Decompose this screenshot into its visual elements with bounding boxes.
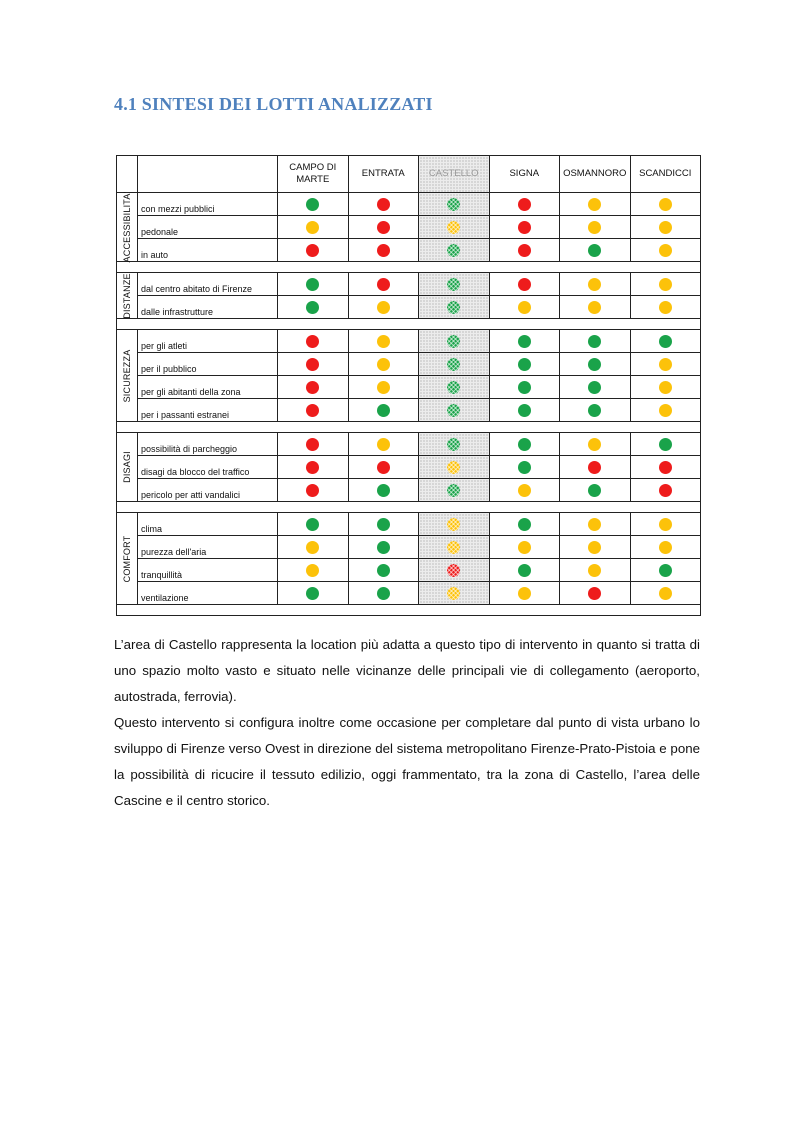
rating-dot-green xyxy=(659,564,672,577)
rating-dot-yellow xyxy=(659,381,672,394)
rating-dot-yellow xyxy=(659,278,672,291)
rating-dot-yellow xyxy=(377,301,390,314)
table-row xyxy=(117,513,701,536)
table-body xyxy=(117,156,701,616)
rating-cell xyxy=(560,296,631,319)
rating-cell xyxy=(278,399,349,422)
rating-cell xyxy=(560,536,631,559)
rating-cell xyxy=(419,399,490,422)
rating-cell xyxy=(560,353,631,376)
rating-dot-yellow xyxy=(659,358,672,371)
category-cell xyxy=(117,330,138,422)
rating-cell xyxy=(278,239,349,262)
rating-cell xyxy=(348,216,419,239)
rating-cell xyxy=(419,513,490,536)
rating-dot-green xyxy=(588,358,601,371)
rating-cell xyxy=(630,536,701,559)
table-row xyxy=(117,193,701,216)
evaluation-table xyxy=(116,155,701,616)
rating-cell xyxy=(489,513,560,536)
rating-dot-red xyxy=(377,198,390,211)
rating-dot-red xyxy=(659,484,672,497)
rating-cell xyxy=(560,433,631,456)
rating-cell xyxy=(489,216,560,239)
rating-dot-green xyxy=(447,244,460,257)
rating-dot-yellow xyxy=(659,244,672,257)
table-row xyxy=(117,399,701,422)
rating-cell xyxy=(489,536,560,559)
rating-cell xyxy=(489,353,560,376)
rating-cell xyxy=(630,456,701,479)
rating-dot-green xyxy=(377,564,390,577)
rating-dot-green xyxy=(518,564,531,577)
rating-dot-yellow xyxy=(447,587,460,600)
criterion-label: per gli atleti xyxy=(138,330,278,353)
rating-cell xyxy=(419,273,490,296)
rating-dot-green xyxy=(447,358,460,371)
rating-cell xyxy=(489,296,560,319)
rating-dot-red xyxy=(306,438,319,451)
rating-cell xyxy=(489,376,560,399)
criterion-label: per i passanti estranei xyxy=(138,399,278,422)
rating-dot-yellow xyxy=(588,564,601,577)
rating-dot-yellow xyxy=(588,198,601,211)
section-heading: 4.1 SINTESI DEI LOTTI ANALIZZATI xyxy=(114,94,433,114)
rating-cell xyxy=(419,456,490,479)
rating-dot-red xyxy=(306,381,319,394)
rating-cell xyxy=(419,376,490,399)
header-osmannoro: OSMANNORO xyxy=(560,156,631,193)
rating-dot-green xyxy=(377,518,390,531)
rating-cell xyxy=(348,239,419,262)
group-separator xyxy=(117,422,701,433)
rating-dot-red xyxy=(306,244,319,257)
rating-cell xyxy=(278,536,349,559)
rating-dot-green xyxy=(306,518,319,531)
rating-cell xyxy=(630,239,701,262)
rating-cell xyxy=(419,330,490,353)
separator-cell xyxy=(117,262,701,273)
rating-dot-green xyxy=(588,484,601,497)
rating-cell xyxy=(348,399,419,422)
rating-cell xyxy=(278,376,349,399)
rating-cell xyxy=(560,216,631,239)
table-row xyxy=(117,582,701,605)
rating-dot-yellow xyxy=(588,518,601,531)
rating-dot-green xyxy=(306,301,319,314)
rating-cell xyxy=(560,559,631,582)
rating-cell xyxy=(560,376,631,399)
table-row xyxy=(117,456,701,479)
rating-dot-green xyxy=(447,198,460,211)
table-row xyxy=(117,216,701,239)
criterion-label: con mezzi pubblici xyxy=(138,193,278,216)
rating-cell xyxy=(348,479,419,502)
rating-cell xyxy=(630,296,701,319)
rating-cell xyxy=(630,273,701,296)
header-row xyxy=(117,156,701,193)
header-empty-cell xyxy=(138,156,278,193)
rating-dot-red xyxy=(306,358,319,371)
rating-dot-green xyxy=(306,198,319,211)
rating-cell xyxy=(489,239,560,262)
rating-dot-green xyxy=(518,461,531,474)
rating-dot-green xyxy=(447,484,460,497)
rating-cell xyxy=(560,513,631,536)
rating-cell xyxy=(348,559,419,582)
rating-dot-green xyxy=(447,404,460,417)
rating-dot-yellow xyxy=(377,335,390,348)
criterion-label: tranquillità xyxy=(138,559,278,582)
rating-dot-green xyxy=(518,358,531,371)
rating-cell xyxy=(489,559,560,582)
rating-cell xyxy=(419,433,490,456)
rating-dot-yellow xyxy=(659,541,672,554)
rating-dot-green xyxy=(588,381,601,394)
category-cell xyxy=(117,513,138,605)
rating-dot-yellow xyxy=(588,278,601,291)
rating-cell xyxy=(560,273,631,296)
rating-dot-red xyxy=(518,221,531,234)
rating-cell xyxy=(560,399,631,422)
criterion-label: pericolo per atti vandalici xyxy=(138,479,278,502)
table-row xyxy=(117,239,701,262)
rating-cell xyxy=(419,536,490,559)
table-row xyxy=(117,536,701,559)
rating-cell xyxy=(560,456,631,479)
rating-cell xyxy=(630,353,701,376)
rating-dot-red xyxy=(306,404,319,417)
rating-dot-green xyxy=(659,438,672,451)
group-separator xyxy=(117,502,701,513)
rating-dot-yellow xyxy=(518,541,531,554)
rating-cell xyxy=(348,456,419,479)
rating-cell xyxy=(278,456,349,479)
rating-cell xyxy=(489,582,560,605)
table-row xyxy=(117,273,701,296)
rating-cell xyxy=(348,513,419,536)
rating-dot-yellow xyxy=(659,518,672,531)
criterion-label: pedonale xyxy=(138,216,278,239)
rating-dot-green xyxy=(447,278,460,291)
group-separator xyxy=(117,319,701,330)
rating-cell xyxy=(560,479,631,502)
rating-cell xyxy=(278,330,349,353)
rating-cell xyxy=(278,193,349,216)
rating-dot-red xyxy=(377,278,390,291)
rating-dot-yellow xyxy=(306,564,319,577)
rating-cell xyxy=(419,193,490,216)
category-label: ACCESSIBILITA' xyxy=(122,191,132,263)
rating-dot-red xyxy=(377,461,390,474)
rating-cell xyxy=(419,239,490,262)
category-cell xyxy=(117,273,138,319)
rating-dot-green xyxy=(518,404,531,417)
rating-cell xyxy=(630,216,701,239)
rating-cell xyxy=(348,273,419,296)
rating-cell xyxy=(560,193,631,216)
rating-cell xyxy=(278,353,349,376)
rating-cell xyxy=(348,353,419,376)
rating-dot-red xyxy=(518,244,531,257)
rating-cell xyxy=(630,399,701,422)
rating-dot-green xyxy=(518,518,531,531)
rating-dot-red xyxy=(518,278,531,291)
rating-cell xyxy=(348,582,419,605)
rating-cell xyxy=(278,216,349,239)
group-separator xyxy=(117,605,701,616)
rating-cell xyxy=(348,536,419,559)
rating-cell xyxy=(489,193,560,216)
rating-cell xyxy=(278,479,349,502)
category-cell xyxy=(117,193,138,262)
table-row xyxy=(117,376,701,399)
rating-cell xyxy=(630,330,701,353)
criterion-label: purezza dell'aria xyxy=(138,536,278,559)
rating-dot-red xyxy=(377,244,390,257)
rating-dot-green xyxy=(447,438,460,451)
evaluation-table-container xyxy=(116,155,700,616)
rating-cell xyxy=(419,559,490,582)
rating-cell xyxy=(419,296,490,319)
rating-cell xyxy=(348,296,419,319)
rating-cell xyxy=(630,376,701,399)
rating-dot-yellow xyxy=(377,438,390,451)
rating-dot-green xyxy=(659,335,672,348)
rating-dot-yellow xyxy=(588,541,601,554)
rating-cell xyxy=(630,193,701,216)
header-entrata: ENTRATA xyxy=(348,156,419,193)
separator-cell xyxy=(117,605,701,616)
rating-dot-yellow xyxy=(659,221,672,234)
rating-dot-yellow xyxy=(588,301,601,314)
rating-cell xyxy=(278,296,349,319)
rating-cell xyxy=(489,273,560,296)
rating-cell xyxy=(348,193,419,216)
rating-dot-yellow xyxy=(518,301,531,314)
separator-cell xyxy=(117,422,701,433)
rating-dot-yellow xyxy=(447,541,460,554)
paragraph: L’area di Castello rappresenta la location più adatta a questo tipo di intervento in quanto si tratta di uno spazio molto vasto e situato nelle vicinanze delle principali vie di collegamento (aeroporto, autostrada, ferrovia). xyxy=(114,637,700,704)
criterion-label: clima xyxy=(138,513,278,536)
table-row xyxy=(117,479,701,502)
group-separator xyxy=(117,262,701,273)
rating-cell xyxy=(278,513,349,536)
rating-dot-yellow xyxy=(306,541,319,554)
paragraph: Questo intervento si configura inoltre come occasione per completare dal punto di vista urbano lo sviluppo di Firenze verso Ovest in direzione del sistema metropolitano Firenze-Prato-Pistoia e pone la possibilità di ricucire il tessuto edilizio, oggi frammentato, tra la zona di Castello, l’area delle Cascine e il centro storico. xyxy=(114,715,700,808)
rating-cell xyxy=(489,456,560,479)
rating-dot-yellow xyxy=(518,587,531,600)
rating-dot-green xyxy=(306,587,319,600)
body-text xyxy=(114,632,700,814)
rating-dot-green xyxy=(377,541,390,554)
rating-dot-green xyxy=(306,278,319,291)
category-cell xyxy=(117,433,138,502)
category-label: DISTANZE xyxy=(122,272,132,319)
table-row xyxy=(117,559,701,582)
rating-cell xyxy=(630,479,701,502)
rating-cell xyxy=(348,433,419,456)
rating-cell xyxy=(278,582,349,605)
category-label: DISAGI xyxy=(122,451,132,483)
rating-dot-yellow xyxy=(377,358,390,371)
criterion-label: ventilazione xyxy=(138,582,278,605)
rating-cell xyxy=(419,479,490,502)
rating-cell xyxy=(348,330,419,353)
criterion-label: possibilità di parcheggio xyxy=(138,433,278,456)
rating-cell xyxy=(489,399,560,422)
rating-dot-red xyxy=(306,461,319,474)
rating-dot-green xyxy=(447,335,460,348)
rating-cell xyxy=(630,513,701,536)
separator-cell xyxy=(117,319,701,330)
rating-dot-green xyxy=(518,438,531,451)
criterion-label: per il pubblico xyxy=(138,353,278,376)
rating-dot-green xyxy=(588,335,601,348)
rating-dot-red xyxy=(659,461,672,474)
rating-cell xyxy=(560,582,631,605)
rating-cell xyxy=(630,559,701,582)
rating-dot-red xyxy=(518,198,531,211)
category-label: COMFORT xyxy=(122,535,132,582)
rating-cell xyxy=(278,433,349,456)
rating-cell xyxy=(630,582,701,605)
rating-cell xyxy=(489,433,560,456)
rating-dot-red xyxy=(447,564,460,577)
header-scandicci: SCANDICCI xyxy=(630,156,701,193)
rating-cell xyxy=(419,353,490,376)
category-label: SICUREZZA xyxy=(122,349,132,402)
rating-dot-red xyxy=(306,484,319,497)
criterion-label: dal centro abitato di Firenze xyxy=(138,273,278,296)
rating-dot-green xyxy=(447,381,460,394)
header-campo-di-marte: CAMPO DI MARTE xyxy=(278,156,349,193)
rating-dot-green xyxy=(377,484,390,497)
rating-dot-yellow xyxy=(659,587,672,600)
rating-dot-yellow xyxy=(659,301,672,314)
table-row xyxy=(117,296,701,319)
rating-cell xyxy=(348,376,419,399)
rating-cell xyxy=(560,330,631,353)
rating-dot-green xyxy=(588,244,601,257)
rating-dot-green xyxy=(588,404,601,417)
rating-dot-red xyxy=(588,587,601,600)
rating-cell xyxy=(560,239,631,262)
rating-cell xyxy=(489,479,560,502)
criterion-label: in auto xyxy=(138,239,278,262)
rating-dot-yellow xyxy=(447,461,460,474)
rating-dot-red xyxy=(377,221,390,234)
header-signa: SIGNA xyxy=(489,156,560,193)
table-row xyxy=(117,353,701,376)
criterion-label: per gli abitanti della zona xyxy=(138,376,278,399)
rating-dot-green xyxy=(377,587,390,600)
rating-dot-green xyxy=(518,381,531,394)
rating-cell xyxy=(419,582,490,605)
rating-cell xyxy=(630,433,701,456)
rating-cell xyxy=(419,216,490,239)
criterion-label: dalle infrastrutture xyxy=(138,296,278,319)
rating-dot-yellow xyxy=(447,221,460,234)
rating-cell xyxy=(278,273,349,296)
criterion-label: disagi da blocco del traffico xyxy=(138,456,278,479)
rating-dot-yellow xyxy=(588,438,601,451)
rating-dot-yellow xyxy=(306,221,319,234)
header-castello: CASTELLO xyxy=(419,156,490,193)
rating-dot-green xyxy=(447,301,460,314)
header-empty-cell xyxy=(117,156,138,193)
rating-dot-green xyxy=(518,335,531,348)
rating-dot-yellow xyxy=(377,381,390,394)
rating-dot-yellow xyxy=(588,221,601,234)
rating-cell xyxy=(278,559,349,582)
rating-dot-green xyxy=(377,404,390,417)
table-row xyxy=(117,433,701,456)
rating-dot-yellow xyxy=(659,404,672,417)
rating-dot-yellow xyxy=(659,198,672,211)
rating-dot-red xyxy=(306,335,319,348)
rating-dot-yellow xyxy=(518,484,531,497)
rating-cell xyxy=(489,330,560,353)
rating-dot-red xyxy=(588,461,601,474)
separator-cell xyxy=(117,502,701,513)
rating-dot-yellow xyxy=(447,518,460,531)
table-row xyxy=(117,330,701,353)
